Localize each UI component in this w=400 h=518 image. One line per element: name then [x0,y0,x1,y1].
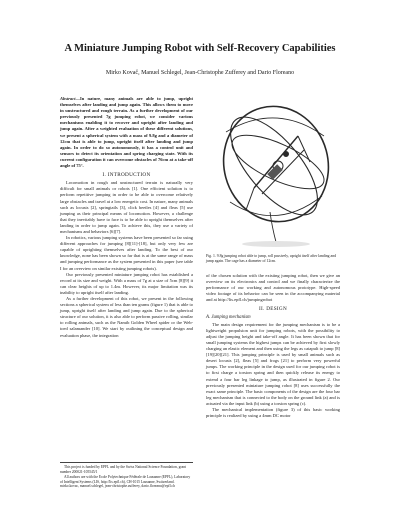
subsection-title-jumping-mechanism: A. Jumping mechanism [206,314,251,320]
intro-paragraph-4: As a further development of this robot, we present in the following sections a spherical system of less than ten grams (figure 1) that is able to jump, upright itself after landing and jump again. Due to the spherical structure of our solution, it is also able to perform passive rolling, similar to rolling animals, such as the Namib Golden Wheel spider or the Web-toed salamander [10]. We start by outlining the conceptual design and evaluation phase, the integration [60,296,193,338]
figure-1-robot-photo [206,92,340,252]
intro-paragraph-2: In robotics, various jumping systems have been presented so far using different approaches for jumping [8][11]-[18], but only very few are capable of uprighting themselves after landing. To the best of our knowledge, none has been shown so far that is at the same range of mass and jumping performance as the system presented in this paper (see table I for an overview on similar existing jumping robots). [60,235,193,271]
right-paragraph-3: The mechanical implementation (figure 3) of this basic working principle is realized by using a 4mm DC motor [206,406,340,419]
abstract-label: Abstract [60,96,76,101]
figure-1-caption: Fig. 1. 9.8g jumping robot able to jump, roll passively, upright itself after landing and jump again. The cage has a diameter of 12cm. [206,254,336,263]
right-column [206,273,340,419]
section-title-introduction: I. INTRODUCTION [102,172,151,179]
abstract [60,96,193,169]
right-paragraph-1: of the chosen solution with the existing jumping robot, then we give an overview on its electronics and control and we finally characterize the performance of our working and autonomous prototype. High-speed video footage of its behavior can be seen in the accompanying material and at http://lis.epfl.ch/jumpingrobot [206,273,340,303]
intro-paragraph-3: Our previously presented miniature jumping robot has established a record at its size and weight. With a mass of 7g at a size of 5cm [8][9] it can clear heights of up to 1.4m. However, its major limitation was its inability to upright itself after landing. [60,271,193,295]
footnotes [60,462,193,490]
footnote-funding: This project is funded by EPFL and by the Swiss National Science Foundation, grant number 200021-105545/1 [60,465,187,474]
abstract-text: —In nature, many animals are able to jump, upright themselves after landing and jump again. This allows them to move in unstructured and rough terrain. As a further development of our previously presented 7g jumping robot, we consider various mechanisms enabling it to recover and upright after landing and jump again. After a weighted evaluation of these different solutions, we present a spherical system with a mass of 9.8g and a diameter of 12cm that is able to jump, upright itself after landing and jump again. In order to do so autonomously, it has a control unit and sensors to detect its orientation and spring charging state. With its current configuration it can overcome obstacles of 76cm at a take-off angle of 75°. [60,96,193,169]
right-paragraph-2: The main design requirement for the jumping mechanism is to be a lightweight propulsion unit for jumping robots, with the possibility to adjust the jumping height and take-off angle. It has been shown that for small jumping systems the highest jumps can be achieved by first slowly charging an elastic element and then using the legs as catapult to jump [8][19][20][21]. This jumping principle is used by small animals such as desert locusts [2], fleas [5] and frogs [21] to perform very powerful jumps. The working principle in the design used for our jumping robot is to first charge a torsion spring and then quickly release its energy to extend a four bar leg linkage to jump, as illustrated in figure 2. Our previously presented miniature jumping robot [8] uses successfully the exact same principle. The basic components of the design are the four bar leg mechanism that is connected to the body on the ground link (a) and is actuated via the input link (b) using a torsion spring (c). [206,321,340,406]
left-column [60,96,193,339]
paper-title: A Miniature Jumping Robot with Self-Recovery Capabilities [64,43,336,54]
intro-paragraph-1: Locomotion in rough and unstructured terrain is naturally very difficult for small animals or robots [1]. One efficient solution is to perform repetitive jumping in order to be able to overcome relatively large obstacles and travel at a low energetic cost. In nature, many animals such as locusts [2], springtails [3], click beetles [4] and fleas [5] use jumping as their principal means of locomotion. However, a challenge that they inevitably have to face is to be able to upright themselves after landing in order to jump again. To achieve this, they use a variety of mechanisms and behaviors [6][7]. [60,180,193,234]
footnote-affiliation: All authors are with the Ecole Polytechnique Fédérale de Lausanne (EPFL), Laboratory of Intelligent Systems (LIS, http://lis.epfl.ch), CH-1015 Lausanne, Switzerland. mirko.kovac, manuel.schlegel, jean-christophe.zufferey, dario.floreano@epfl.ch [60,475,191,489]
section-title-design: II. DESIGN [258,306,288,313]
paper-authors: Mirko Kovač, Manuel Schlegel, Jean-Christophe Zufferey and Dario Floreano [105,70,295,76]
